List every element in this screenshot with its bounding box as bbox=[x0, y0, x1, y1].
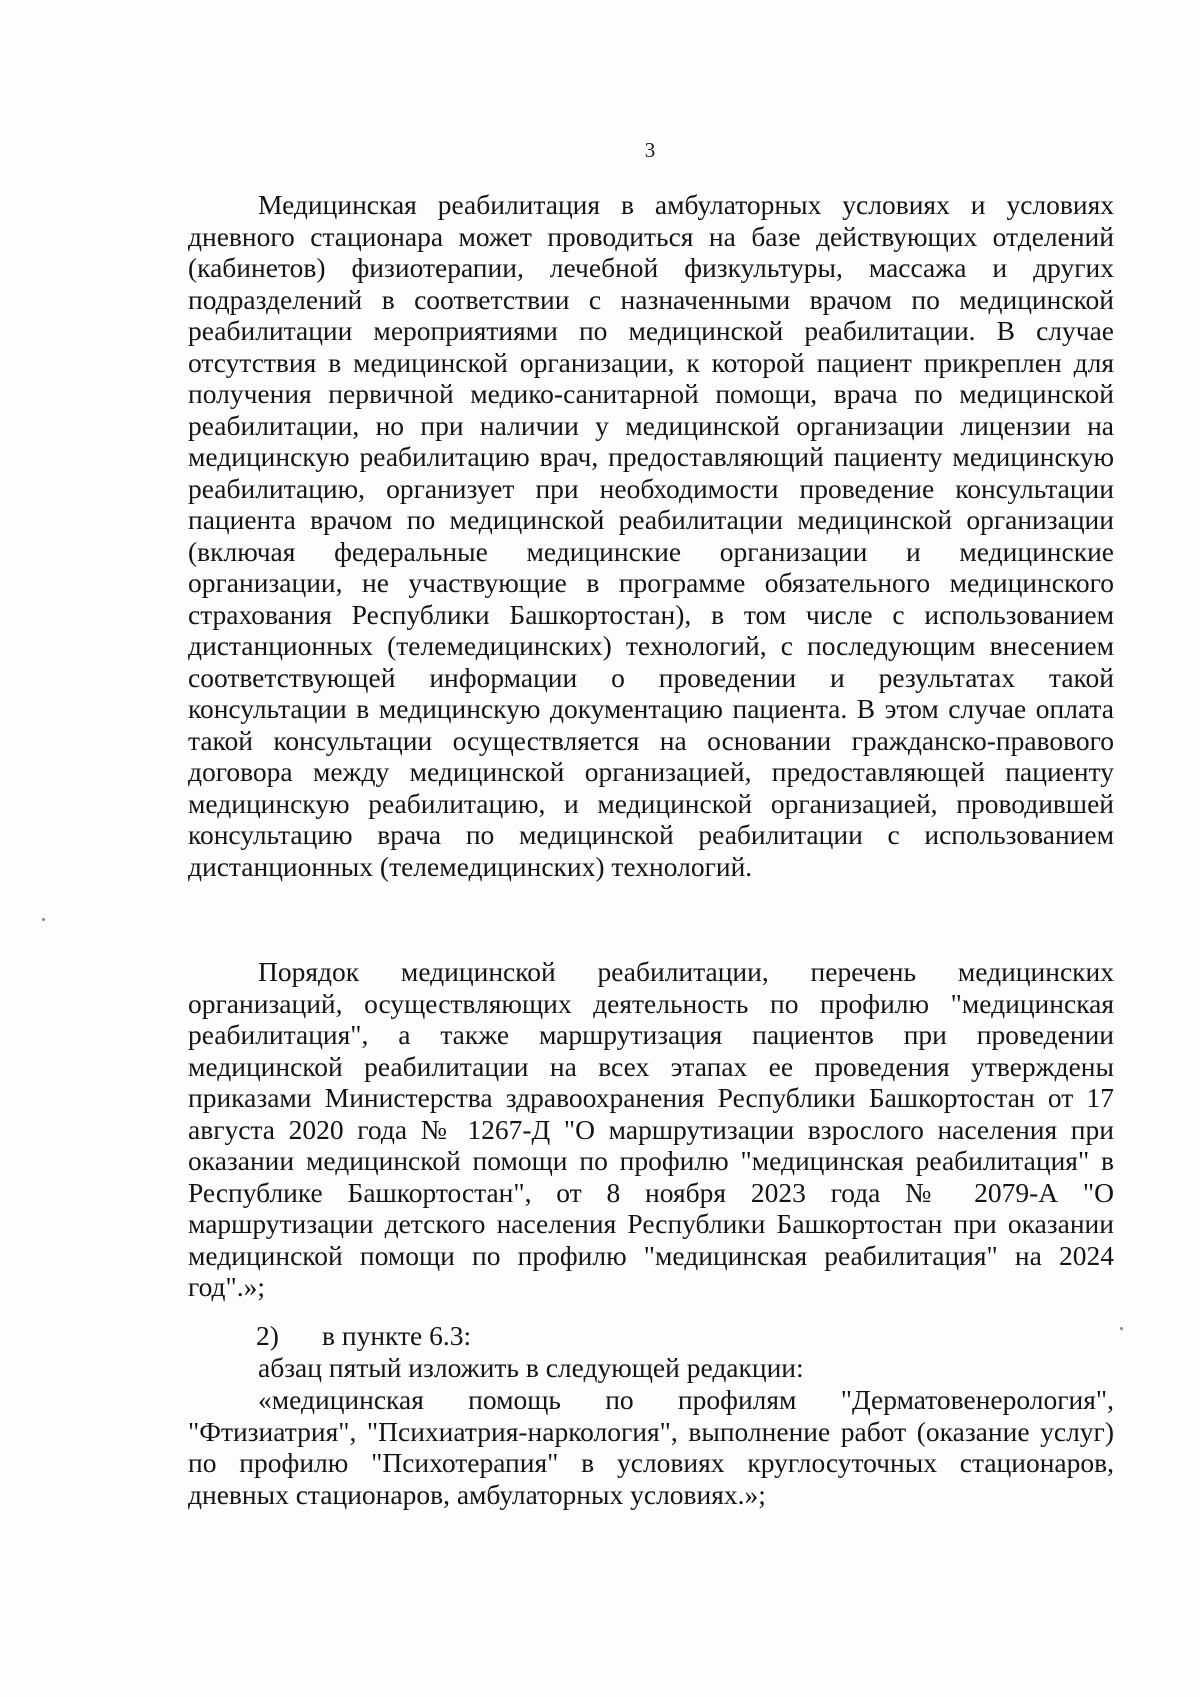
paragraph-instruction: абзац пятый изложить в следующей редакции: bbox=[258, 1352, 804, 1383]
list-item-text: в пункте 6.3: bbox=[322, 1320, 472, 1351]
paragraph-rehabilitation-outpatient: Медицинская реабилитация в амбулаторных условиях и условиях дневного стационара может проводиться на базе действующих отделений (кабинетов) физиотерапии, лечебной физкультуры, массажа и других подразделений в соответствии с назначенными врачом по медицинской реабилитации мероприятиями по медицинской реабилитации. В случае отсутствия в медицинской организации, к которой пациент прикреплен для получения первичной медико-санитарной помощи, врача по медицинской реабилитации, но при наличии у медицинской организации лицензии на медицинскую реабилитацию врач, предоставляющий пациенту медицинскую реабилитацию, организует при необходимости проведение консультации пациента врачом по медицинской реабилитации медицинской организации (включая федеральные медицинские организации и медицинские организации, не участвующие в программе обязательного медицинского страхования Республики Башкортостан), в том числе с использованием дистанционных (телемедицинских) технологий, с последующим внесением соответствующей информации о проведении и результатах такой консультации в медицинскую документацию пациента. В этом случае оплата такой консультации осуществляется на основании гражданско-правового договора между медицинской организацией, предоставляющей пациенту медицинскую реабилитацию, и медицинской организацией, проводившей консультацию врача по медицинской реабилитации с использованием дистанционных (телемедицинских) технологий. bbox=[188, 189, 1114, 882]
page-number: 3 bbox=[644, 138, 656, 162]
scan-speck bbox=[1120, 1327, 1123, 1330]
list-item-number: 2) bbox=[256, 1320, 279, 1351]
paragraph-quoted-text: «медицинская помощь по профилям "Дерматовенерология", "Фтизиатрия", "Психиатрия-наркология", выполнение работ (оказание услуг) по профилю "Психотерапия" в условиях круглосуточных стационаров, дневных стационаров, амбулаторных условиях.»; bbox=[188, 1384, 1114, 1510]
scan-speck bbox=[42, 918, 45, 921]
paragraph-rehabilitation-procedure: Порядок медицинской реабилитации, перечень медицинских организаций, осуществляющих деятельность по профилю "медицинская реабилитация", а также маршрутизация пациентов при проведении медицинской реабилитации на всех этапах ее проведения утверждены приказами Министерства здравоохранения Республики Башкортостан от 17 августа 2020 года № 1267-Д "О маршрутизации взрослого населения при оказании медицинской помощи по профилю "медицинская реабилитация" в Республике Башкортостан", от 8 ноября 2023 года № 2079-А "О маршрутизации детского населения Республики Башкортостан при оказании медицинской помощи по профилю "медицинская реабилитация" на 2024 год".»; bbox=[188, 956, 1114, 1302]
list-item-2 bbox=[256, 1320, 471, 1352]
